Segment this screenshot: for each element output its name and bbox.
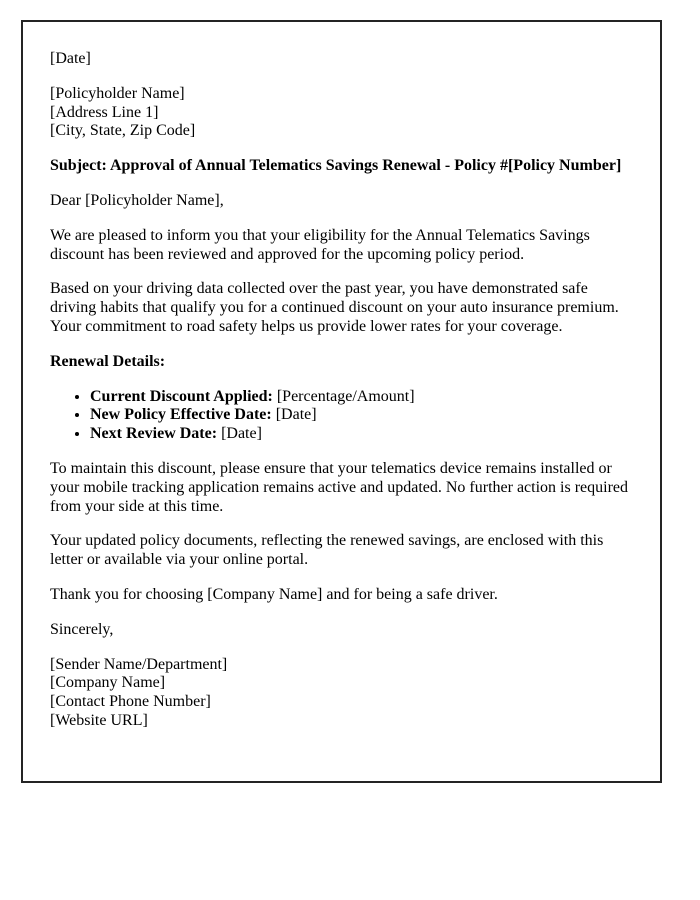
letter-date: [Date] [50, 50, 91, 67]
renewal-details-heading: Renewal Details: [50, 352, 166, 370]
recipient-address-line1: [Address Line 1] [50, 103, 159, 121]
paragraph-documents: Your updated policy documents, reflecting the renewed savings, are enclosed with this letter or available via your online portal. [50, 532, 604, 569]
list-item-current-discount [90, 388, 633, 407]
salutation: Dear [Policyholder Name], [50, 191, 224, 209]
bullet-value: [Date] [275, 406, 317, 424]
bullet-label: Next Review Date: [90, 425, 218, 443]
bullet-value: [Percentage/Amount] [276, 387, 415, 405]
signature-company: [Company Name] [50, 674, 166, 692]
paragraph-driving-data: Based on your driving data collected over the past year, you have demonstrated safe driving habits that qualify you for a continued discount on your auto insurance premium. Your commitment to road safety helps us provide lower rates for your coverage. [50, 280, 619, 335]
list-item-next-review-date [90, 425, 633, 444]
recipient-name: [Policyholder Name] [50, 84, 185, 102]
signature-website: [Website URL] [50, 711, 148, 729]
subject-line: Subject: Approval of Annual Telematics Savings Renewal - Policy #[Policy Number] [50, 157, 622, 175]
renewal-details-list [50, 388, 633, 444]
recipient-city-state-zip: [City, State, Zip Code] [50, 122, 196, 140]
bullet-label: New Policy Effective Date: [90, 406, 272, 424]
signature-sender: [Sender Name/Department] [50, 655, 228, 673]
letter-document [21, 20, 662, 783]
signature-block [50, 656, 633, 731]
closing: Sincerely, [50, 620, 114, 638]
bullet-value: [Date] [221, 425, 262, 443]
bullet-label: Current Discount Applied: [90, 387, 273, 405]
paragraph-maintain: To maintain this discount, please ensure that your telematics device remains installed or your mobile tracking application remains active and updated. No further action is required from your side at this time. [50, 459, 629, 515]
signature-phone: [Contact Phone Number] [50, 693, 211, 711]
paragraph-thanks: Thank you for choosing [Company Name] and for being a safe driver. [50, 585, 498, 603]
recipient-block [50, 85, 633, 141]
paragraph-intro: We are pleased to inform you that your eligibility for the Annual Telematics Savings discount has been reviewed and approved for the upcoming policy period. [50, 226, 590, 263]
list-item-effective-date [90, 406, 633, 425]
